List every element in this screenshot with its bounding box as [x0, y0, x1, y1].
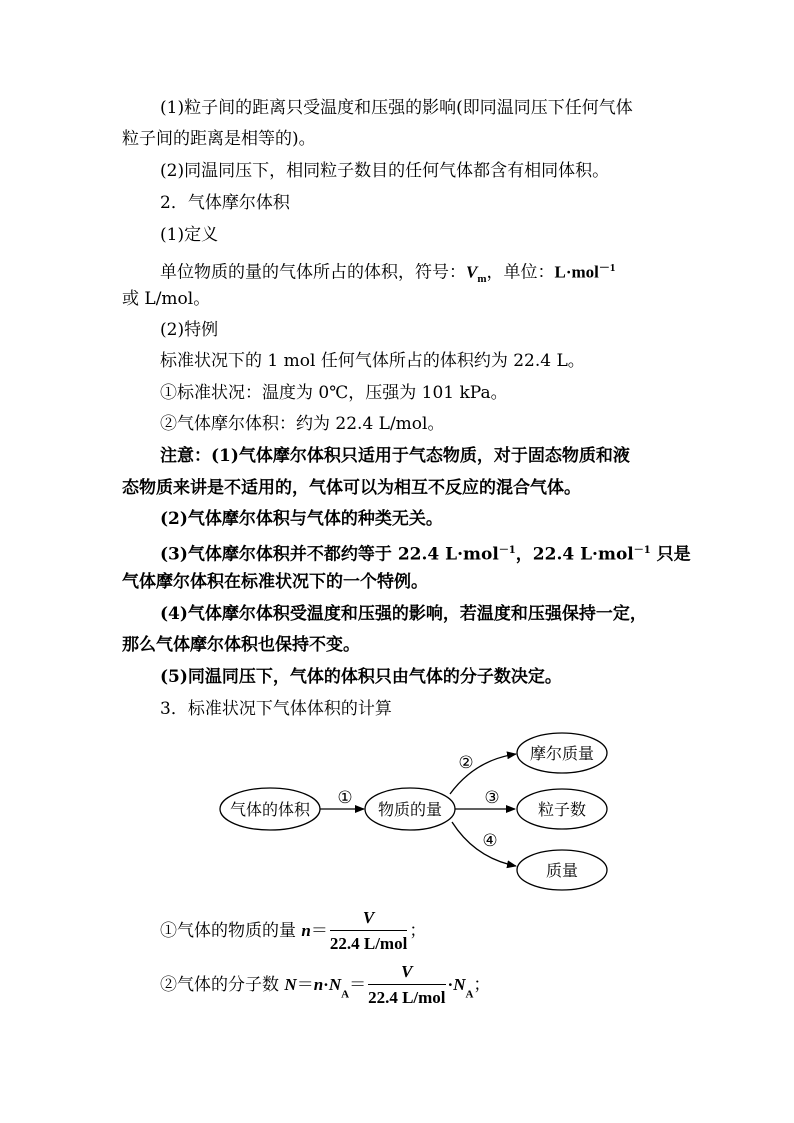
note-4-line-a: (4)气体摩尔体积受温度和压强的影响，若温度和压强保持一定，: [160, 604, 647, 624]
special-case-line-b: ①标准状况：温度为 0℃，压强为 101 kPa。: [160, 383, 508, 403]
formula-2-equals-2: ＝: [349, 975, 367, 995]
section-3-heading: 3．标准状况下气体体积的计算: [160, 699, 392, 719]
formula-1-denominator: 22.4 L/mol: [329, 934, 408, 953]
unit-exponent: －1: [598, 262, 616, 274]
formula-1: [160, 908, 426, 954]
node-mass-label: 质量: [545, 861, 579, 880]
formula-2-suffix: ；: [473, 975, 491, 995]
formula-1-numerator: V: [330, 908, 407, 931]
unit-label: ，单位：: [486, 262, 555, 283]
formula-2-N: N: [284, 975, 297, 994]
note-4-line-b: 那么气体摩尔体积也保持不变。: [122, 635, 360, 655]
formula-1-equals: ＝: [310, 921, 328, 941]
formula-2-numerator: V: [368, 962, 445, 985]
formula-2-denominator: 22.4 L/mol: [368, 988, 446, 1007]
formula-2-equals-1: ＝: [296, 975, 314, 995]
arrow-3-label: ③: [484, 788, 500, 808]
note-3-exponent-1: －1: [498, 545, 516, 556]
paragraph-1b: 粒子间的距离是相等的)。: [122, 129, 316, 149]
special-case-line-c: ②气体摩尔体积：约为 22.4 L/mol。: [160, 414, 445, 434]
node-amount-label: 物质的量: [377, 800, 443, 819]
arrow-4-label: ④: [482, 831, 498, 851]
formula-1-variable: n: [301, 921, 311, 940]
special-case-title: (2)特例: [160, 320, 219, 340]
formula-1-prefix: ①气体的物质的量: [160, 921, 302, 941]
formula-2-NA-subscript: A: [341, 988, 350, 1001]
note-3-part-1: (3)气体摩尔体积并不都约等于 22.4 L·mol: [160, 544, 499, 565]
arrow-1-label: ①: [337, 788, 353, 808]
formula-2-NA-2: N: [453, 975, 466, 994]
paragraph-1a: (1)粒子间的距离只受温度和压强的影响(即同温同压下任何气体: [160, 98, 633, 118]
formula-2-NA-2-subscript: A: [465, 988, 474, 1001]
formula-2-dot: ·: [323, 975, 329, 994]
section-2-heading: 2．气体摩尔体积: [160, 193, 290, 213]
node-particles: [517, 789, 607, 829]
note-5: (5)同温同压下，气体的体积只由气体的分子数决定。: [160, 667, 562, 687]
formula-2-n: n: [313, 975, 324, 994]
definition-line-a: [160, 256, 615, 291]
conversion-diagram: [0, 728, 794, 898]
node-amount: [365, 788, 455, 830]
node-gas-volume-label: 气体的体积: [229, 800, 311, 819]
molar-volume-subscript: m: [477, 273, 487, 286]
note-line-a: 注意：(1)气体摩尔体积只适用于气态物质，对于固态物质和液: [160, 446, 630, 466]
paragraph-2: (2)同温同压下，相同粒子数目的任何气体都含有相同体积。: [160, 161, 610, 181]
molar-volume-symbol: V: [466, 262, 478, 282]
formula-1-suffix: ；: [409, 921, 427, 941]
note-2: (2)气体摩尔体积与气体的种类无关。: [160, 509, 443, 529]
formula-2-prefix: ②气体的分子数: [160, 975, 285, 995]
formula-2-fraction: [368, 962, 445, 1008]
unit-value: L·mol: [554, 262, 599, 282]
node-mass: [517, 850, 607, 890]
node-molar-mass: [517, 733, 607, 773]
node-particles-label: 粒子数: [537, 800, 587, 819]
formula-1-fraction: [330, 908, 407, 954]
node-molar-mass-label: 摩尔质量: [529, 744, 595, 763]
special-case-line-a: 标准状况下的 1 mol 任何气体所占的体积约为 22.4 L。: [160, 351, 585, 371]
definition-text: 单位物质的量的气体所占的体积，符号：: [160, 262, 466, 283]
note-3-part-3: 只是: [650, 544, 691, 565]
definition-title: (1)定义: [160, 225, 219, 245]
arrow-2-label: ②: [458, 753, 474, 773]
note-line-b: 态物质来讲是不适用的，气体可以为相互不反应的混合气体。: [122, 478, 581, 498]
note-3-line-b: 气体摩尔体积在标准状况下的一个特例。: [122, 572, 428, 592]
note-3-part-2: ，22.4 L·mol: [515, 544, 634, 565]
formula-2: [160, 962, 490, 1008]
formula-2-NA: N: [328, 975, 342, 994]
definition-line-b: 或 L/mol。: [122, 289, 211, 309]
node-gas-volume: [220, 788, 320, 830]
note-3-line-a: [160, 539, 691, 567]
formula-2-dot-2: ·: [447, 975, 454, 994]
note-3-exponent-2: －1: [633, 545, 651, 556]
